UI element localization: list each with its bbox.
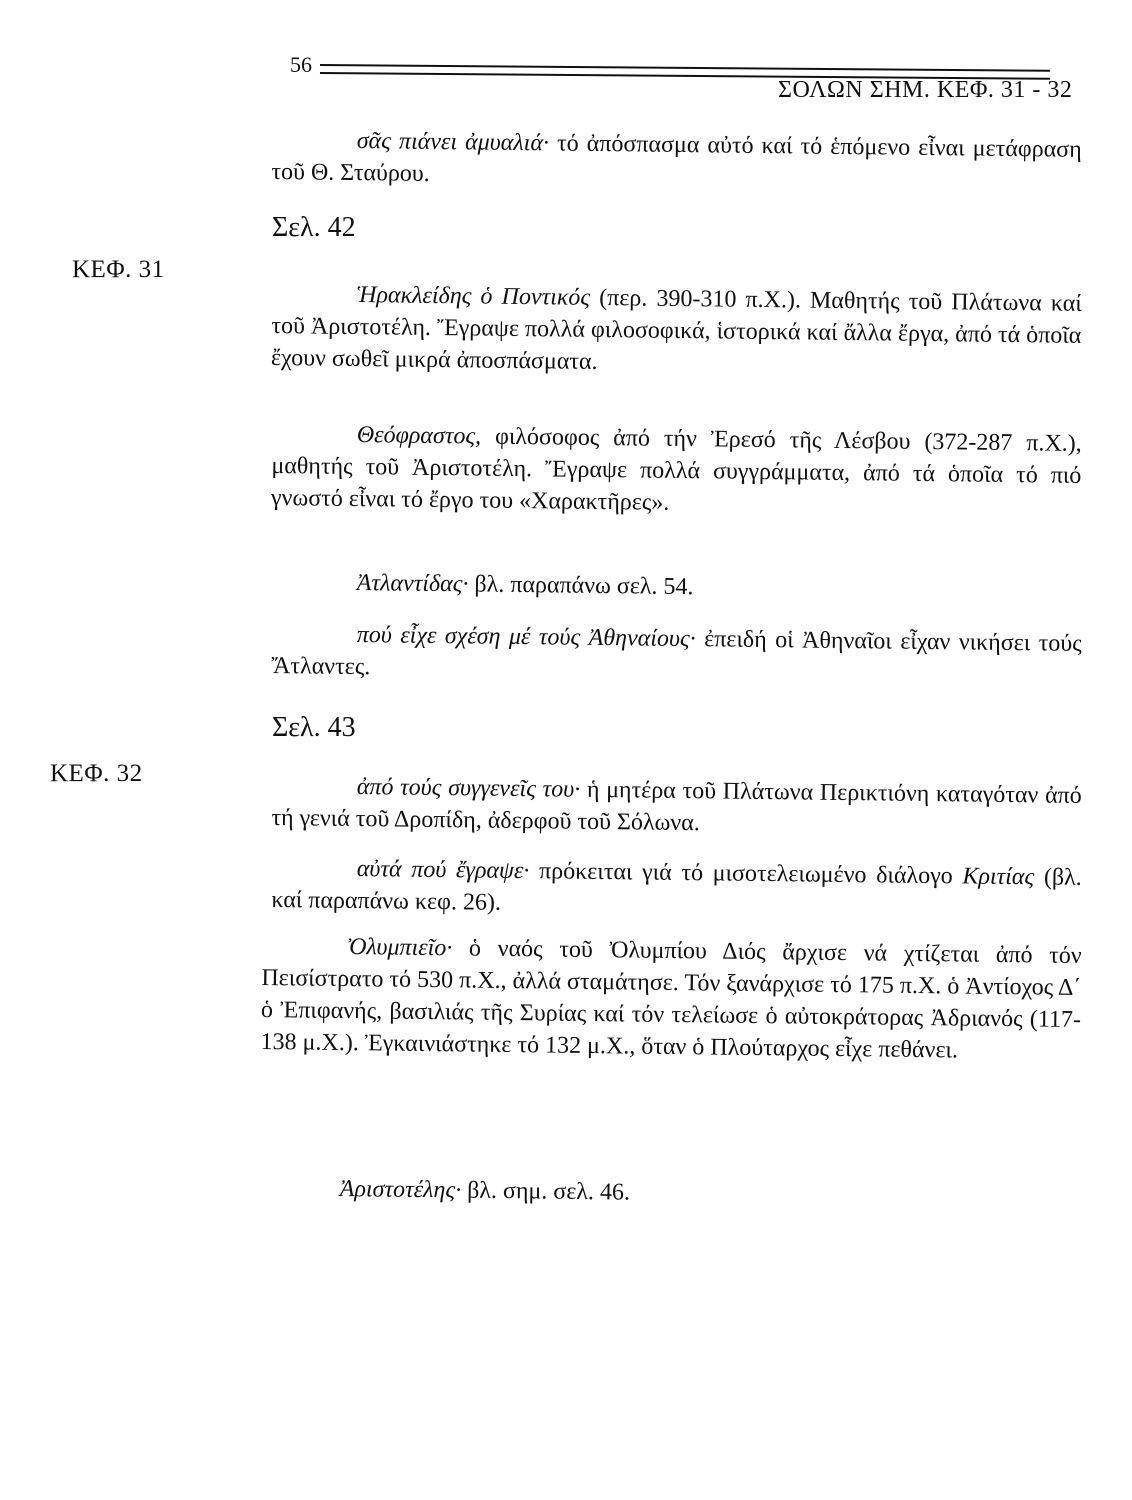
note-text: βλ. παραπάνω σελ. 54. [468,571,694,601]
note-term: Ἀριστοτέλης· [339,1176,462,1204]
note-amyalia [271,124,1082,198]
note-relatives [271,770,1082,844]
note-text: ἐπειδή οἱ Ἀθηναῖοι εἶχαν νικήσει τούς Ἄτλαντες. [271,626,1082,681]
note-term: πού εἶχε σχέση μέ τούς Ἀθηναίους· [356,622,696,653]
note-text: φιλόσοφος ἀπό τήν Ἐρεσό τῆς Λέσβου (372-287 π.Χ.), μαθητής τοῦ Ἀριστοτέλη. Ἔγραψε πολλά συγγράμματα, ἀπό τά ὁποῖα τό πιό γνωστό εἶναι τό ἔργο του «Χαρακτῆρες». [270,423,1082,516]
note-text: πρόκειται γιά τό μισοτελειωμένο διάλογο [529,858,963,890]
note-text: (βλ. καί παραπάνω κεφ. 26). [271,864,1082,916]
page-header [290,52,1090,102]
section-heading-42: Σελ. 42 [272,212,356,243]
note-term: Θεόφραστος, [356,422,482,450]
note-kritias [271,852,1082,926]
note-aristotle [255,1172,1075,1214]
note-term: Ὀλυμπιεῖο· [346,934,453,962]
margin-chapter-32: ΚΕΦ. 32 [50,760,143,787]
note-herakleides [271,278,1082,384]
note-term: Ἡρακλείδης ὁ Ποντικός [356,282,591,311]
margin-chapter-31: ΚΕΦ. 31 [72,256,165,283]
note-text: τό ἀπόσπασμα αὐτό καί τό ἑπόμενο εἶναι μετάφραση τοῦ Θ. Σταύρου. [271,130,1082,187]
note-term: Ἀτλαντίδας· [356,570,469,598]
note-text: ὁ ναός τοῦ Ὀλυμπίου Διός ἄρχισε νά χτίζεται ἀπό τόν Πεισίστρατο τό 530 π.Χ., ἀλλά σταμάτησε. Τόν ξανάρχισε τό 175 π.Χ. ὁ Ἀντίοχος Δ΄ ὁ Ἐπιφανής, βασιλιάς τῆς Συρίας καί τόν τελείωσε ὁ αὐτοκράτορας Ἀδριανός (117-138 μ.Χ.). Ἐγκαινιάστηκε τό 132 μ.Χ., ὅταν ὁ Πλούταρχος εἶχε πεθάνει. [260,935,1082,1064]
note-text: βλ. σημ. σελ. 46. [460,1177,631,1206]
note-athenians [271,618,1082,692]
page-number: 56 [290,52,312,77]
running-title: ΣΟΛΩΝ ΣΗΜ. ΚΕΦ. 31 - 32 [778,77,1073,103]
section-heading-43: Σελ. 43 [272,712,356,743]
note-olympieion [260,930,1082,1068]
note-term: σᾶς πιάνει ἀμυαλιά· [356,128,550,157]
note-text: (περ. 390-310 π.Χ.). Μαθητής τοῦ Πλάτωνα καί τοῦ Ἀριστοτέλη. Ἔγραψε πολλά φιλοσοφικά, ἱστορικά καί ἄλλα ἔργα, ἀπό τά ὁποῖα ἔχουν σωθεῖ μικρά ἀποσπάσματα. [270,284,1082,375]
note-term: ἀπό τούς συγγενεῖς του· [356,774,581,803]
note-term: αὐτά πού ἔγραψε· [356,856,530,885]
note-theophrastos [271,418,1082,524]
note-atlantis [272,566,1082,608]
note-text: ἡ μητέρα τοῦ Πλάτωνα Περικτιόνη καταγόταν ἀπό τή γενιά τοῦ Δροπίδη, ἀδερφοῦ τοῦ Σόλωνα. [271,776,1082,837]
note-term-kritias: Κριτίας [962,863,1035,891]
